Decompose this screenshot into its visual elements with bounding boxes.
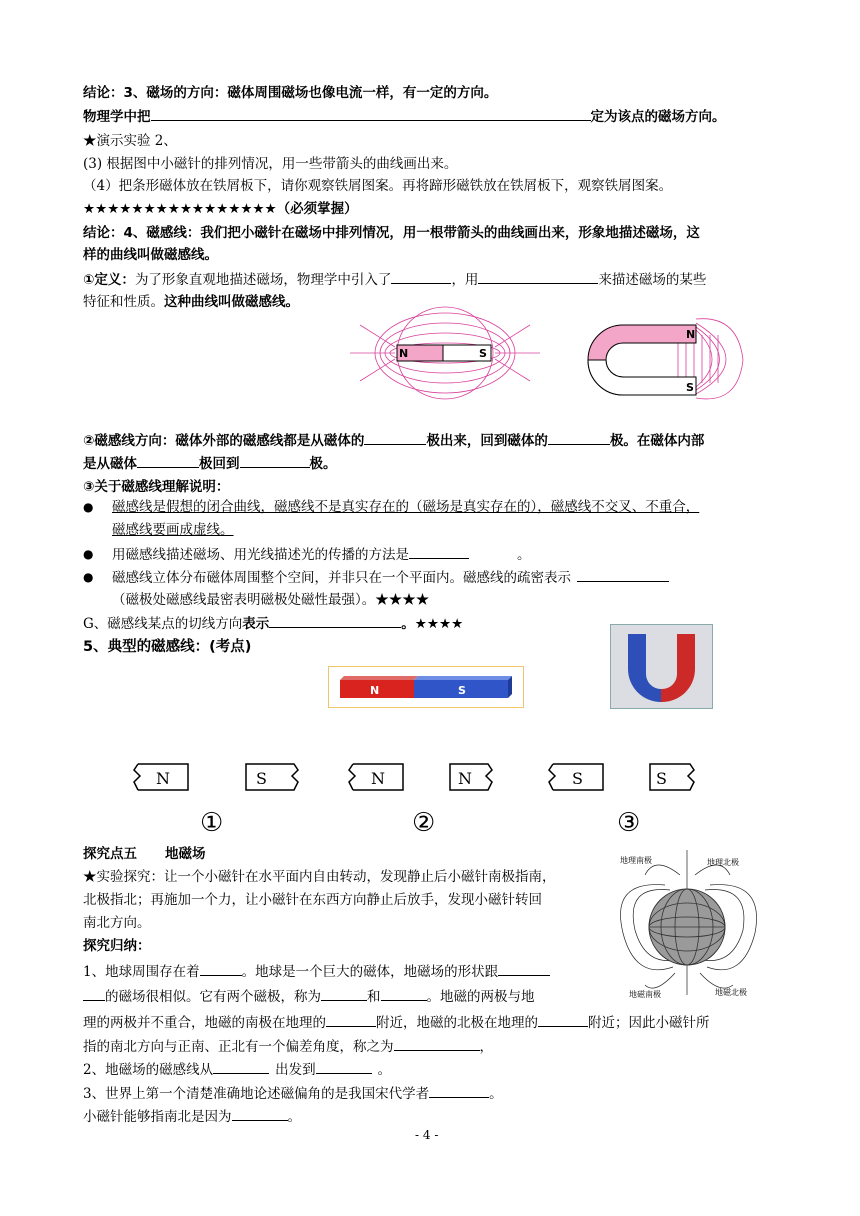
circled-3: ③ <box>617 808 641 838</box>
pole-label: S <box>572 769 583 788</box>
pole-blocks <box>128 756 708 798</box>
blank[interactable] <box>409 544 469 559</box>
earth-label-1: 地理南极 <box>620 856 652 865</box>
blank[interactable] <box>394 1036 480 1051</box>
section-5-heading: 探究点五 地磁场 <box>83 846 206 862</box>
circled-1: ① <box>200 808 224 838</box>
note-2: 用磁感线描述磁场、用光线描述光的传播的方法是 。 <box>112 544 531 565</box>
blank[interactable] <box>364 430 426 445</box>
summary-1: 1、地球周围存在着 。地球是一个巨大的磁体，地磁场的形状跟 <box>83 961 550 982</box>
experiment-text-2: 北极指北；再施加一个力，让小磁针在东西方向静止后放手，发现小磁针转回 <box>83 892 542 908</box>
summary-1-cont: 的磁场很相似。它有两个磁极，称为 和 。地磁的两极与地 <box>83 986 535 1007</box>
conclusion-4-cont: 样的曲线叫做磁感线。 <box>83 247 218 263</box>
earth-label-3: 地磁南极 <box>629 990 661 999</box>
definition-cont: 特征和性质。这种曲线叫做磁感线。 <box>83 294 299 310</box>
experiment-text: ★实验探究：让一个小磁针在水平面内自由转动，发现静止后小磁针南极指南， <box>83 869 556 885</box>
field-line-direction: ②磁感线方向：磁体外部的磁感线都是从磁体的 极出来，回到磁体的 极。在磁体内部 <box>83 430 704 451</box>
page-number: - 4 - <box>415 1128 439 1142</box>
blank[interactable] <box>200 961 242 976</box>
blank[interactable] <box>137 453 199 468</box>
blank[interactable] <box>577 567 669 582</box>
earth-label-4: 地磁北极 <box>715 988 747 997</box>
bullet: ● <box>83 570 94 584</box>
u-s-label: S <box>686 381 694 394</box>
blank[interactable] <box>269 613 401 628</box>
earth-magnetic-field-figure <box>615 845 765 1000</box>
blank[interactable] <box>232 1106 288 1121</box>
blank[interactable] <box>213 1059 269 1074</box>
bullet: ● <box>83 547 94 561</box>
conclusion-4: 结论：4、磁感线：我们把小磁针在磁场中排列情况，用一根带箭头的曲线画出来，形象地描述磁场，这 <box>83 225 700 241</box>
definition: ①定义：为了形象直观地描述磁场，物理学中引入了 ，用 来描述磁场的某些 <box>83 269 706 290</box>
typical-field-lines-heading: 5、典型的磁感线：(考点) <box>83 639 252 655</box>
color-bar-s: S <box>458 684 466 697</box>
blank[interactable] <box>391 269 451 284</box>
bar-magnet-field-figure <box>345 305 545 405</box>
tangent-direction: G、磁感线某点的切线方向表示 。★★★★ <box>83 613 463 634</box>
demo-2: ★演示实验 2、 <box>83 133 177 149</box>
pole-label: S <box>656 769 667 788</box>
conclusion-3: 结论：3、磁场的方向：磁体周围磁场也像电流一样，有一定的方向。 <box>83 85 498 101</box>
summary-heading: 探究归纳： <box>83 938 151 954</box>
bar-s-label: S <box>479 347 487 360</box>
note-1: 磁感线是假想的闭合曲线，磁感线不是真实存在的（磁场是真实存在的），磁感线不交叉、不重合， <box>112 499 700 515</box>
field-line-notes-heading: ③关于磁感线理解说明： <box>83 479 230 495</box>
bullet: ● <box>83 500 94 514</box>
summary-3: 3、世界上第一个清楚准确地论述磁偏角的是我国宋代学者 。 <box>83 1083 503 1104</box>
pole-label: N <box>371 769 385 788</box>
blank[interactable] <box>151 106 591 121</box>
blank[interactable] <box>240 453 310 468</box>
blank[interactable] <box>326 1012 376 1027</box>
summary-1-cont3: 指的南北方向与正南、正北有一个偏差角度，称之为 ， <box>83 1036 493 1057</box>
pole-label: S <box>256 769 267 788</box>
note-3-cont: （磁极处磁感线最密表明磁极处磁性最强）。★★★★ <box>112 592 430 608</box>
summary-2: 2、地磁场的磁感线从 出发到 。 <box>83 1059 391 1080</box>
magnetic-direction-def: 物理学中把 定为该点的磁场方向。 <box>83 106 726 127</box>
earth-label-2: 地理北极 <box>707 858 739 867</box>
summary-1-cont2: 理的两极并不重合，地磁的南极在地理的 附近，地磁的北极在地理的 附近；因此小磁针所 <box>83 1012 710 1033</box>
blank[interactable] <box>316 1059 372 1074</box>
blank[interactable] <box>83 986 105 1001</box>
experiment-text-3: 南北方向。 <box>83 915 151 931</box>
pole-label: N <box>156 769 170 788</box>
blank[interactable] <box>478 269 598 284</box>
stars-must-master: ★★★★★★★★★★★★★★★★（必须掌握） <box>83 201 358 217</box>
step-3: (3) 根据图中小磁针的排列情况，用一些带箭头的曲线画出来。 <box>83 156 458 172</box>
summary-4: 小磁针能够指南北是因为 。 <box>83 1106 301 1127</box>
field-line-direction-cont: 是从磁体 极回到 极。 <box>83 453 337 474</box>
note-1-cont: 磁感线要画成虚线。 <box>112 522 234 538</box>
blank[interactable] <box>548 430 610 445</box>
blank[interactable] <box>321 986 367 1001</box>
blank[interactable] <box>538 1012 588 1027</box>
note-3: 磁感线立体分布磁体周围整个空间，并非只在一个平面内。磁感线的疏密表示 <box>112 567 669 588</box>
circled-2: ② <box>412 808 436 838</box>
step-4: （4）把条形磁体放在铁屑板下，请你观察铁屑图案。再将蹄形磁铁放在铁屑板下，观察铁屑图案。 <box>83 178 673 194</box>
pole-label: N <box>458 769 472 788</box>
blank[interactable] <box>381 986 427 1001</box>
color-bar-n: N <box>370 684 380 697</box>
blank[interactable] <box>498 961 550 976</box>
blank[interactable] <box>429 1083 489 1098</box>
colored-bar-magnet <box>328 666 524 708</box>
u-magnet-photo <box>610 624 713 709</box>
u-magnet-field-figure <box>578 305 748 423</box>
u-n-label: N <box>686 328 696 341</box>
bar-n-label: N <box>399 347 409 360</box>
